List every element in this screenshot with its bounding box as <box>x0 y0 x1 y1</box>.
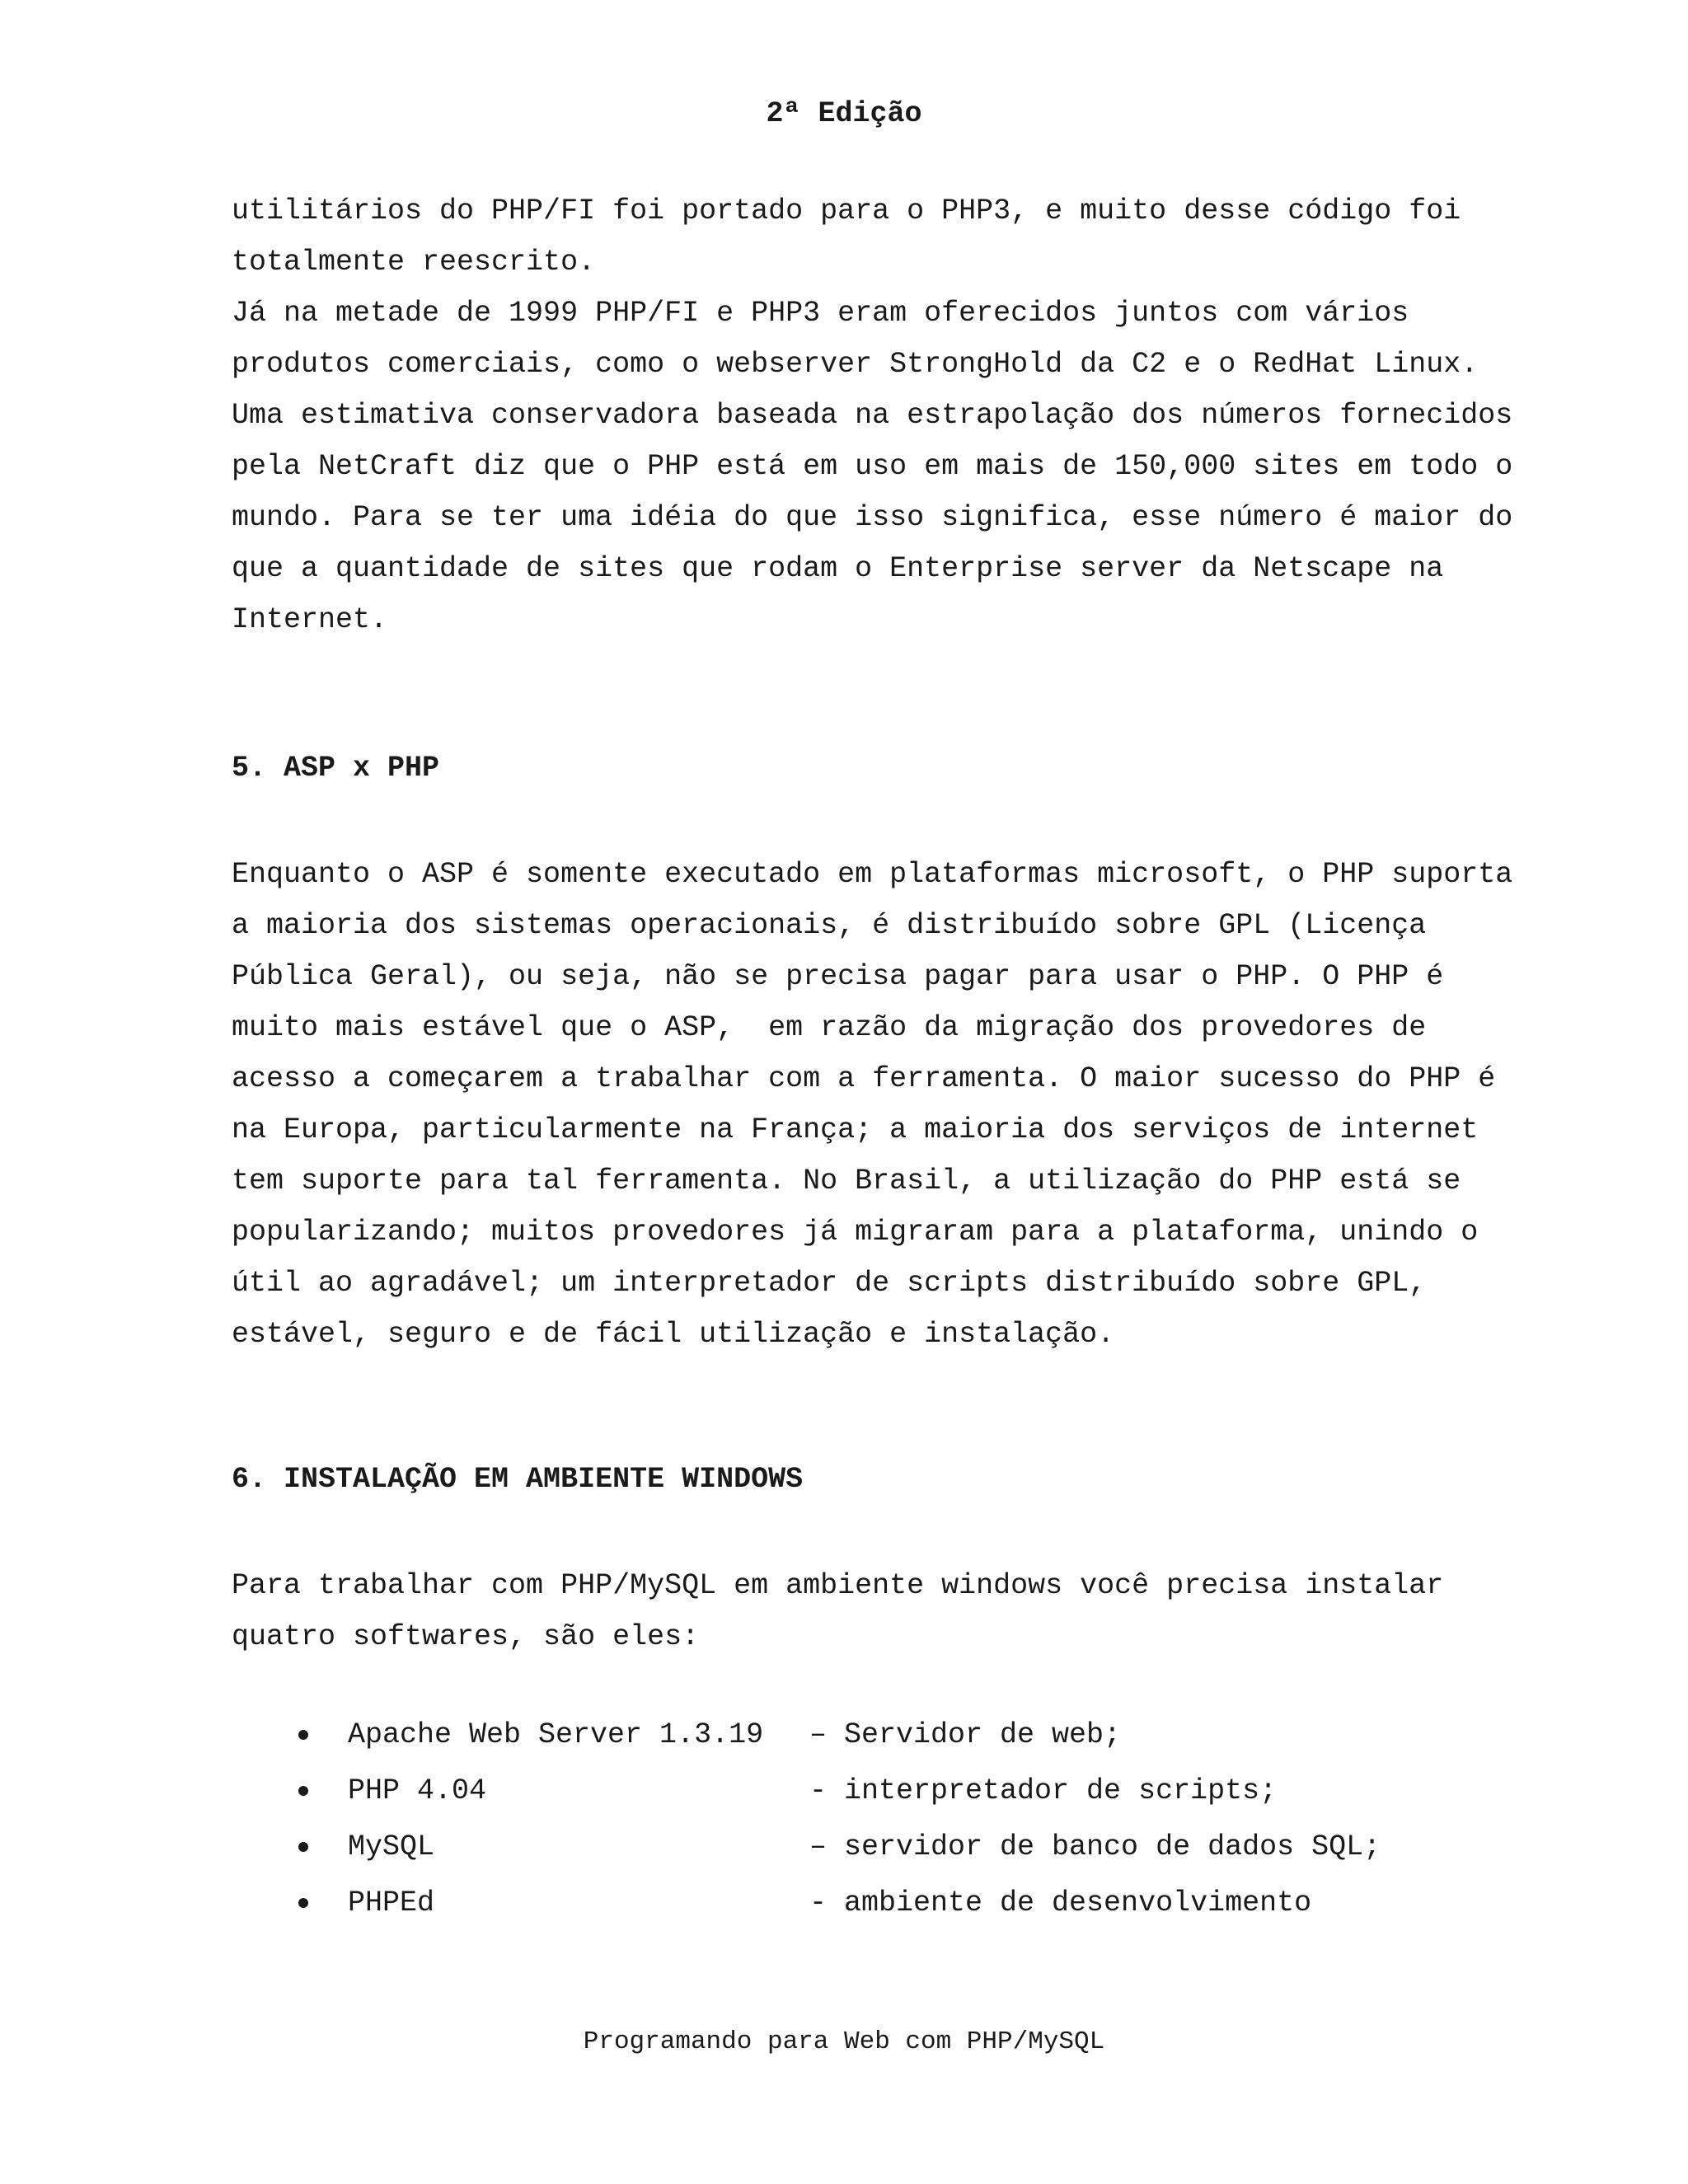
text-line: estável, seguro e de fácil utilização e instalação. <box>232 1318 1115 1351</box>
page-header-edition: 2ª Edição <box>766 97 922 130</box>
software-name: PHPEd <box>348 1886 435 1919</box>
page-footer: Programando para Web com PHP/MySQL <box>583 2027 1105 2056</box>
text-line: tem suporte para tal ferramenta. No Brasil, a utilização do PHP está se <box>232 1165 1461 1197</box>
text-line: acesso a começarem a trabalhar com a ferramenta. O maior sucesso do PHP é <box>232 1062 1496 1095</box>
list-item <box>298 1886 1312 1943</box>
text-line: Enquanto o ASP é somente executado em plataformas microsoft, o PHP suporta <box>232 858 1513 891</box>
text-line: Já na metade de 1999 PHP/FI e PHP3 eram oferecidos juntos com vários <box>232 297 1409 330</box>
software-description: - ambiente de desenvolvimento <box>809 1886 1312 1919</box>
text-line: Internet. <box>232 603 388 636</box>
text-line: popularizando; muitos provedores já migraram para a plataforma, unindo o <box>232 1216 1479 1249</box>
text-line: útil ao agradável; um interpretador de scripts distribuído sobre GPL, <box>232 1267 1427 1300</box>
software-description: - interpretador de scripts; <box>809 1774 1278 1807</box>
bullet-icon <box>298 1842 308 1852</box>
software-name: Apache Web Server 1.3.19 <box>348 1718 764 1751</box>
text-line: produtos comerciais, como o webserver StrongHold da C2 e o RedHat Linux. <box>232 348 1479 381</box>
text-line: Para trabalhar com PHP/MySQL em ambiente windows você precisa instalar <box>232 1569 1444 1602</box>
section-heading-asp-vs-php: 5. ASP x PHP <box>232 752 440 785</box>
software-name: PHP 4.04 <box>348 1774 487 1807</box>
list-item <box>298 1774 1278 1830</box>
software-name: MySQL <box>348 1830 435 1863</box>
asp-vs-php-paragraph <box>232 849 1583 1360</box>
bullet-icon <box>298 1898 308 1908</box>
bullet-icon <box>298 1730 308 1740</box>
software-description: – servidor de banco de dados SQL; <box>809 1830 1381 1863</box>
text-line: Pública Geral), ou seja, não se precisa pagar para usar o PHP. O PHP é <box>232 960 1444 993</box>
text-line: pela NetCraft diz que o PHP está em uso em mais de 150,000 sites em todo o <box>232 450 1513 483</box>
text-line: quatro softwares, são eles: <box>232 1620 700 1653</box>
intro-paragraph <box>232 185 1583 645</box>
text-line: que a quantidade de sites que rodam o Enterprise server da Netscape na <box>232 552 1444 585</box>
text-line: muito mais estável que o ASP, em razão da migração dos provedores de <box>232 1011 1427 1044</box>
list-item <box>298 1718 1122 1774</box>
windows-install-paragraph <box>232 1560 1583 1662</box>
text-line: utilitários do PHP/FI foi portado para o PHP3, e muito desse código foi <box>232 194 1461 227</box>
software-list <box>298 1718 1381 1943</box>
text-line: a maioria dos sistemas operacionais, é distribuído sobre GPL (Licença <box>232 909 1427 942</box>
text-line: Uma estimativa conservadora baseada na estrapolação dos números fornecidos <box>232 399 1513 432</box>
bullet-icon <box>298 1786 308 1796</box>
section-heading-windows-install: 6. INSTALAÇÃO EM AMBIENTE WINDOWS <box>232 1463 804 1496</box>
text-line: na Europa, particularmente na França; a maioria dos serviços de internet <box>232 1113 1479 1146</box>
text-line: mundo. Para se ter uma idéia do que isso significa, esse número é maior do <box>232 501 1513 534</box>
list-item <box>298 1830 1381 1886</box>
text-line: totalmente reescrito. <box>232 246 596 279</box>
software-description: – Servidor de web; <box>809 1718 1122 1751</box>
